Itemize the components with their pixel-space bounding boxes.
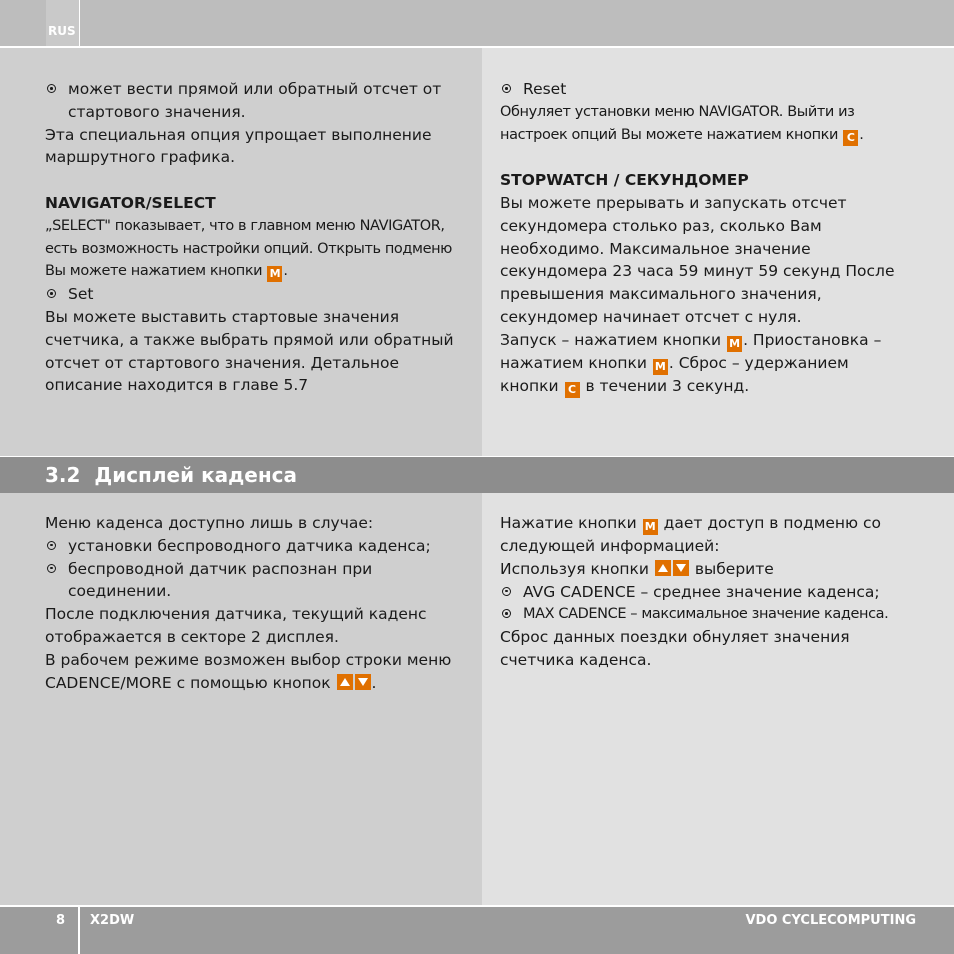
m-button-icon: M [653, 359, 668, 375]
paragraph: Сброс данных поездки обнуляет значения счетчика каденса. [500, 628, 850, 669]
paragraph: Запуск – нажатием кнопки M . Приостановка – нажатием кнопки M . Сброс – удержанием кнопки C в течении 3 секунд. [500, 330, 882, 396]
heading-stopwatch: STOPWATCH / СЕКУНДОМЕР [500, 171, 749, 190]
bullet-item: Reset [500, 78, 910, 101]
m-button-icon: M [643, 519, 658, 535]
bottom-right-column [500, 512, 920, 672]
spacer [500, 146, 910, 169]
paragraph: Меню каденса доступно лишь в случае: [45, 514, 374, 532]
language-label: RUS [48, 24, 76, 38]
bullet-item: AVG CADENCE – среднее значение каденса; [500, 581, 920, 604]
m-button-icon: M [267, 266, 282, 282]
bullet-icon [502, 587, 511, 596]
bullet-icon [502, 609, 511, 618]
arrow-down-icon [673, 560, 689, 576]
top-right-column [500, 78, 910, 398]
m-button-icon: M [727, 336, 742, 352]
arrow-up-icon [337, 674, 353, 690]
bullet-item: Set [45, 283, 465, 306]
bullet-icon [47, 84, 56, 93]
bullet-item: может вести прямой или обратный отсчет от стартового значения. [45, 78, 465, 124]
paragraph: После подключения датчика, текущий каденс отображается в секторе 2 дисплея. [45, 605, 427, 646]
top-bar [0, 0, 954, 46]
section-title: 3.2 Дисплей каденса [45, 463, 298, 487]
heading-navigator-select: NAVIGATOR/SELECT [45, 193, 216, 212]
bullet-item: установки беспроводного датчика каденса; [45, 535, 465, 558]
paragraph: Используя кнопки выберите [500, 559, 774, 578]
paragraph: Эта специальная опция упрощает выполнение маршрутного графика. [45, 125, 432, 167]
paragraph: Вы можете прерывать и запускать отсчет секундомера столько раз, сколько Вам необходимо. Максимальное значение секундомера 23 часа 59 минут 59 секунд После превышения максимального значения, секундомер начинает отсчет с нуля. [500, 193, 895, 326]
bullet-icon [502, 84, 511, 93]
spacer [45, 169, 465, 192]
bullet-icon [47, 289, 56, 298]
bullet-item: беспроводной датчик распознан при соединении. [45, 558, 465, 604]
arrow-down-icon [355, 674, 371, 690]
bullet-icon [47, 541, 56, 550]
paragraph: „SELECT" показывает, что в главном меню NAVIGATOR, есть возможность настройки опций. Открыть подменю Вы можете нажатием кнопки M . [45, 217, 452, 281]
paragraph: Вы можете выставить стартовые значения счетчика, а также выбрать прямой или обратный отсчет от стартового значения. Детальное описание находится в главе 5.7 [45, 307, 454, 395]
bullet-icon [47, 564, 56, 573]
bullet-item: MAX CADENCE – максимальное значение каденса. [500, 603, 920, 626]
brand-name: VDO CYCLECOMPUTING [745, 913, 916, 928]
paragraph: Обнуляет установки меню NAVIGATOR. Выйти из настроек опций Вы можете нажатием кнопки C . [500, 103, 864, 144]
c-button-icon: C [843, 130, 858, 146]
paragraph: В рабочем режиме возможен выбор строки меню CADENCE/MORE с помощью кнопок . [45, 650, 452, 692]
paragraph: Нажатие кнопки M дает доступ в подменю со следующей информацией: [500, 514, 882, 555]
bottom-left-column [45, 512, 465, 694]
top-left-column [45, 78, 465, 397]
language-tab [46, 0, 80, 46]
model-name: X2DW [90, 913, 135, 928]
arrow-up-icon [655, 560, 671, 576]
c-button-icon: C [565, 382, 580, 398]
page-number: 8 [56, 913, 66, 928]
